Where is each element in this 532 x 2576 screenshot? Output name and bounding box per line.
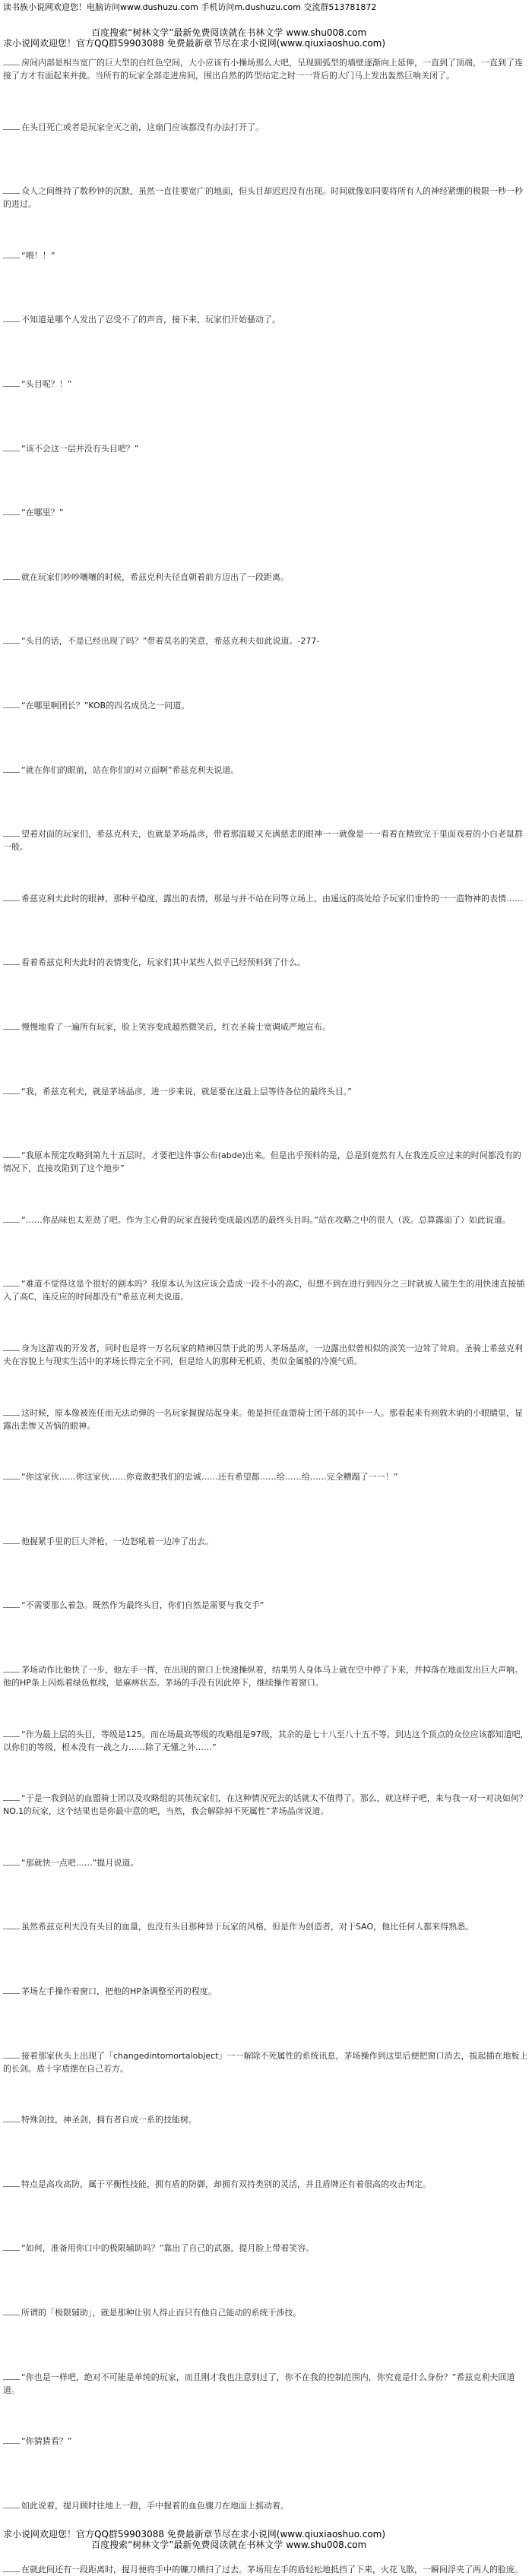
paragraph — [3, 2113, 529, 2126]
paragraph — [3, 1856, 529, 1869]
paragraph-text: “就在你们的眼前，站在你们的对立面啊”希兹克利夫说道。 — [21, 764, 239, 775]
paragraph-indent — [3, 1214, 20, 1223]
paragraph-text: 这时候，原本像被连任而无法动弹的一名玩家握握站起身来。他是担任血盟骑士团干部的其中一人。那看起来有则敦木讷的小眼睛里，显露出悲惨又苦恼的眼神。 — [3, 1407, 523, 1431]
paragraph-indent — [3, 1535, 20, 1544]
paragraph-indent — [3, 249, 20, 258]
paragraph-text: 在就此间还有一段距离时，提月便将手中的镰刀横扫了过去。茅场用左手的盾轻松地抵挡了下来，火花飞散，一瞬间浮夹了两人的脸庞。 — [21, 2565, 523, 2575]
paragraph-text: 茅场左手操作着窗口，把他的HP条调整至再的程度。 — [21, 1986, 217, 1996]
paragraph — [3, 2049, 529, 2075]
paragraph — [3, 2435, 529, 2448]
paragraph-text: 在头目死亡或者是玩家全灭之前，这扇门应该都没有办法打开了。 — [21, 122, 264, 132]
paragraph — [3, 1407, 529, 1432]
paragraph-indent — [3, 506, 20, 515]
paragraph — [3, 1792, 529, 1818]
paragraph-text: “头目呢？！” — [21, 379, 72, 389]
paragraph-text: 虽然希兹克利夫没有头目的血量，也没有头目那种异于玩家的风格，但是作为创造者，对于SAO，他比任何人都来得熟悉。 — [21, 1922, 474, 1932]
paragraph-indent — [3, 2306, 20, 2315]
paragraph — [3, 1277, 529, 1303]
paragraph-text: “你猜猜看？” — [21, 2436, 72, 2447]
paragraph-text: “作为最上层的头目，等级是125。而在场最高等级的攻略组是97级，其余的是七十八至八十五不等。到达这个顶点的众位应该都知道吧，以你们的等级，根本没有一战之力……除了无懂之外……” — [3, 1729, 529, 1752]
paragraph — [3, 121, 529, 134]
site-banner: 读书族小说网欢迎您！电脑访问www.dushuzu.com 手机访问m.dushuzu.com 交流群513781872 — [3, 2, 377, 12]
paragraph-indent — [3, 2371, 20, 2380]
paragraph — [3, 1663, 529, 1689]
paragraph-indent — [3, 2435, 20, 2444]
paragraph — [3, 56, 529, 82]
paragraph-indent — [3, 1085, 20, 1094]
paragraph-indent — [3, 1985, 20, 1994]
paragraph-text: “喂！！” — [21, 250, 55, 261]
paragraph-indent — [3, 1920, 20, 1929]
paragraph-text: “于是一我到站的血盟骑士团以及攻略组的其他玩家们，在这种情况死去的话就太不值得了。那么，就这样子吧，来与我一对一对决如何？NO.1的玩家，这个结果也是你最中意的吧，当然，我会解除掉不死属性”茅场晶彦说道。 — [3, 1793, 527, 1817]
paragraph — [3, 1599, 529, 1612]
paragraph-text: “……你品味也太差劲了吧。作为主心骨的玩家直接转变成最凶恶的最终头目吗。”站在攻略之中的很人（波。总算露面了）如此说道。 — [21, 1214, 511, 1225]
footer-ad-line-2: 百度搜索“树林文学”最新免费阅读就在书林文学 www.shu008.com — [91, 2540, 367, 2550]
paragraph-text: 接着那家伙头上出现了「changedintomortalobject」一一解除不死属性的系统讯息，茅场操作到这里后便把窗口消去，拔起插在地板上的长剑。盾十字盾摆在自己若方。 — [3, 2050, 528, 2074]
paragraph — [3, 1085, 529, 1098]
footer-ad — [0, 2529, 532, 2550]
paragraph — [3, 1342, 529, 1368]
paragraph-indent — [3, 442, 20, 451]
paragraph-text: 望着对面的玩家们，希兹克利夫，也就是茅场晶彦，带着那温暖又充满慈悲的眼神一一就像是一一看着在精致完于里面戏着的小白老鼠群一般。 — [3, 829, 523, 853]
paragraph-indent — [3, 1277, 20, 1286]
paragraph-text: “在哪里啊团长？”KOB的四名成员之一问道。 — [21, 701, 190, 710]
paragraph-text: “难道不觉得这是个很好的剧本吗？我原本认为这应该会造成一段不小的高C，但想不到在进行到四分之三时就被人破生生的用快速直接插入了高C，连反应的时间都没有”希兹克利夫说道。 — [3, 1279, 525, 1302]
paragraph — [3, 1214, 529, 1226]
paragraph — [3, 506, 529, 519]
paragraph — [3, 249, 529, 262]
paragraph — [3, 1920, 529, 1933]
paragraph-text: “我原本预定攻略到第九十五层时，才要把这件事公布(abde)出来。但是出乎预料的是，总是到竟然有人在我连反应过来的时间都没有的情况下，直接攻陷到了这个地步” — [3, 1150, 521, 1174]
paragraph-text: “在哪里？” — [21, 508, 64, 518]
paragraph-indent — [3, 2499, 20, 2508]
paragraph-indent — [3, 2049, 20, 2059]
paragraph-indent — [3, 1149, 20, 1158]
paragraph-text: 身为这游戏的开发者，同时也是将一万名玩家的精神囚禁于此的男人茅场晶彦，一边露出似曾相似的淡笑一边耸了耸肩。圣骑士希兹克利夫在容貌上与现实生活中的茅场长得完全不同，但是给人的那种无机质、类似金属般的冷漠气质。 — [3, 1343, 523, 1366]
paragraph-text: 特点是高攻高防，属于平衡性技能，拥有盾的防御，却拥有双持类别的灵活，并且盾牌还有着很高的攻击判定。 — [21, 2179, 431, 2189]
paragraph — [3, 442, 529, 455]
paragraph — [3, 571, 529, 584]
header-ad-line-1: 百度搜索“树林文学”最新免费阅读就在书林文学 www.shu008.com — [91, 27, 367, 38]
paragraph — [3, 2371, 529, 2397]
paragraph-indent — [3, 1470, 20, 1479]
paragraph-indent — [3, 764, 20, 773]
paragraph-indent — [3, 1663, 20, 1673]
paragraph-indent — [3, 2242, 20, 2251]
paragraph — [3, 2178, 529, 2191]
paragraph — [3, 1728, 529, 1754]
paragraph-indent — [3, 1728, 20, 1737]
paragraph-indent — [3, 571, 20, 580]
paragraph-text: “你也是一样吧，绝对不可能是单纯的玩家，而且刚才我也注意到过了，你不在我的控制范围内，你究竟是什么身份？”希兹克利夫回道道。 — [3, 2372, 515, 2395]
paragraph-indent — [3, 828, 20, 837]
footer-ad-line-1: 求小说网欢迎您！官方QQ群59903088 免费最新章节尽在求小说网(www.qiuxiaoshuo.com) — [3, 2529, 386, 2540]
paragraph — [3, 1985, 529, 1998]
paragraph — [3, 185, 529, 210]
paragraph-text: 所谓的「极限辅助」，就是那种让别人得止而只有他自己能动的系统干涉技。 — [21, 2308, 302, 2318]
paragraph — [3, 699, 529, 712]
paragraph-indent — [3, 1599, 20, 1608]
paragraph-indent — [3, 1856, 20, 1866]
paragraph-text: “如何，准备用你口中的极限辅助吗？”靠出了自己的武器，提月脸上带着笑容。 — [21, 2243, 315, 2254]
paragraph-text: “头目的话，不是已经出现了吗？”带着莫名的笑意，希兹克利夫如此说道。-277- — [21, 636, 320, 647]
paragraph-text: “不需要那么着急。既然作为最终头目，你们自然是需要与我交手” — [21, 1600, 264, 1611]
paragraph — [3, 956, 529, 969]
paragraph-indent — [3, 892, 20, 901]
paragraph-text: “你这家伙……你这家伙……你竟敢把我们的忠诚……还有希望都……给……给……完全糟蹋了一一！” — [21, 1472, 398, 1483]
paragraph-indent — [3, 1407, 20, 1416]
paragraph-text: 如此说着，提月顾时往地上一蹬，手中握着的血色骤刀在地面上摇动着。 — [21, 2500, 289, 2511]
paragraph — [3, 2499, 529, 2512]
paragraph-indent — [3, 121, 20, 130]
paragraph-text: “我，希兹克利夫，就是茅场晶彦，进一步来说，就是要在这最上层等待各位的最终头目。” — [21, 1086, 352, 1097]
paragraph-indent — [3, 313, 20, 322]
header-ad — [0, 27, 532, 49]
paragraph — [3, 2306, 529, 2319]
paragraph — [3, 764, 529, 777]
paragraph — [3, 1021, 529, 1033]
paragraph-text: 不知道是哪个人发出了忍受不了的声音，接下来，玩家们开始骚动了。 — [21, 315, 280, 325]
paragraph-indent — [3, 1792, 20, 1801]
paragraph-indent — [3, 1342, 20, 1351]
paragraph-text: 希兹克利夫此时的眼神，那种平稳度，露出的表情，那是与并不站在同等立场上，由遥远的高处给予玩家们垂怜的一一造物神的表情…… — [21, 893, 523, 903]
paragraph — [3, 1535, 529, 1548]
paragraph-indent — [3, 2113, 20, 2122]
paragraph-indent — [3, 185, 20, 194]
paragraph — [3, 378, 529, 391]
paragraph — [3, 2563, 529, 2576]
paragraph-indent — [3, 56, 20, 65]
paragraph — [3, 2242, 529, 2255]
paragraph-indent — [3, 2178, 20, 2187]
paragraph-text: 特殊剑技，神圣剑，拥有者自成一系的技能树。 — [21, 2115, 197, 2125]
paragraph-text: 就在玩家们吵吵嚷嚷的时候，希兹克利夫径直朝着前方迈出了一段距离。 — [21, 571, 289, 582]
paragraph-text: “那就快一点吧……”提月说道。 — [21, 1857, 139, 1868]
paragraph-text: 他握紧手里的巨大斧枪，一边怒吼着一边冲了出去。 — [21, 1536, 214, 1546]
paragraph — [3, 892, 529, 905]
paragraph-text: 房间内部是相当宽广的巨大型的白红色空间，大小应该有小操场那么大吧，呈现圆弧型的墙壁逐渐向上延伸，一直到了顶端，一直到了连接了方才有面起来并拢。当所有的玩家全部走进房间，围出自然的阵型站定之时一一背后的大门马上发出轰然巨响关闭了。 — [3, 58, 523, 81]
paragraph-indent — [3, 635, 20, 644]
paragraph-indent — [3, 378, 20, 387]
paragraph — [3, 1470, 529, 1483]
paragraph — [3, 635, 529, 647]
paragraph-indent — [3, 2563, 20, 2572]
header-ad-line-2: 求小说网欢迎您！官方QQ群59903088 免费最新章节尽在求小说网(www.qiuxiaoshuo.com) — [3, 38, 386, 49]
paragraph-indent — [3, 956, 20, 965]
paragraph — [3, 828, 529, 853]
paragraph-text: 众人之间维持了数秒钟的沉默，虽然一直往要宽广的地面，但头目却迟迟没有出现。时间就像如同要将所有人的神经紧绷的极限一秒一秒的进过。 — [3, 186, 523, 210]
paragraph-text: 茅场动作比他快了一步，他左手一挥，在出现的窗口上快速操纵着，结果男人身体马上就在空中停了下来，并掉落在地面发出巨大声响。他的HP条上闪烁着绿色框线，是麻痹状态。茅场的手没有因此停下，继续操作着窗口。 — [3, 1665, 523, 1688]
paragraph — [3, 1149, 529, 1175]
paragraph-text: 慢慢地看了一遍所有玩家，脸上笑容变成超然微笑后，红衣圣骑士宽调威严地宣布。 — [21, 1022, 331, 1032]
paragraph-text: “该不会这一层并没有头目吧？” — [21, 443, 139, 454]
paragraph — [3, 313, 529, 326]
paragraph-text: 看着希兹克利夫此时的表情变化，玩家们其中某些人似乎已经预料到了什么。 — [21, 957, 306, 968]
paragraph-indent — [3, 699, 20, 708]
paragraph-indent — [3, 1021, 20, 1030]
